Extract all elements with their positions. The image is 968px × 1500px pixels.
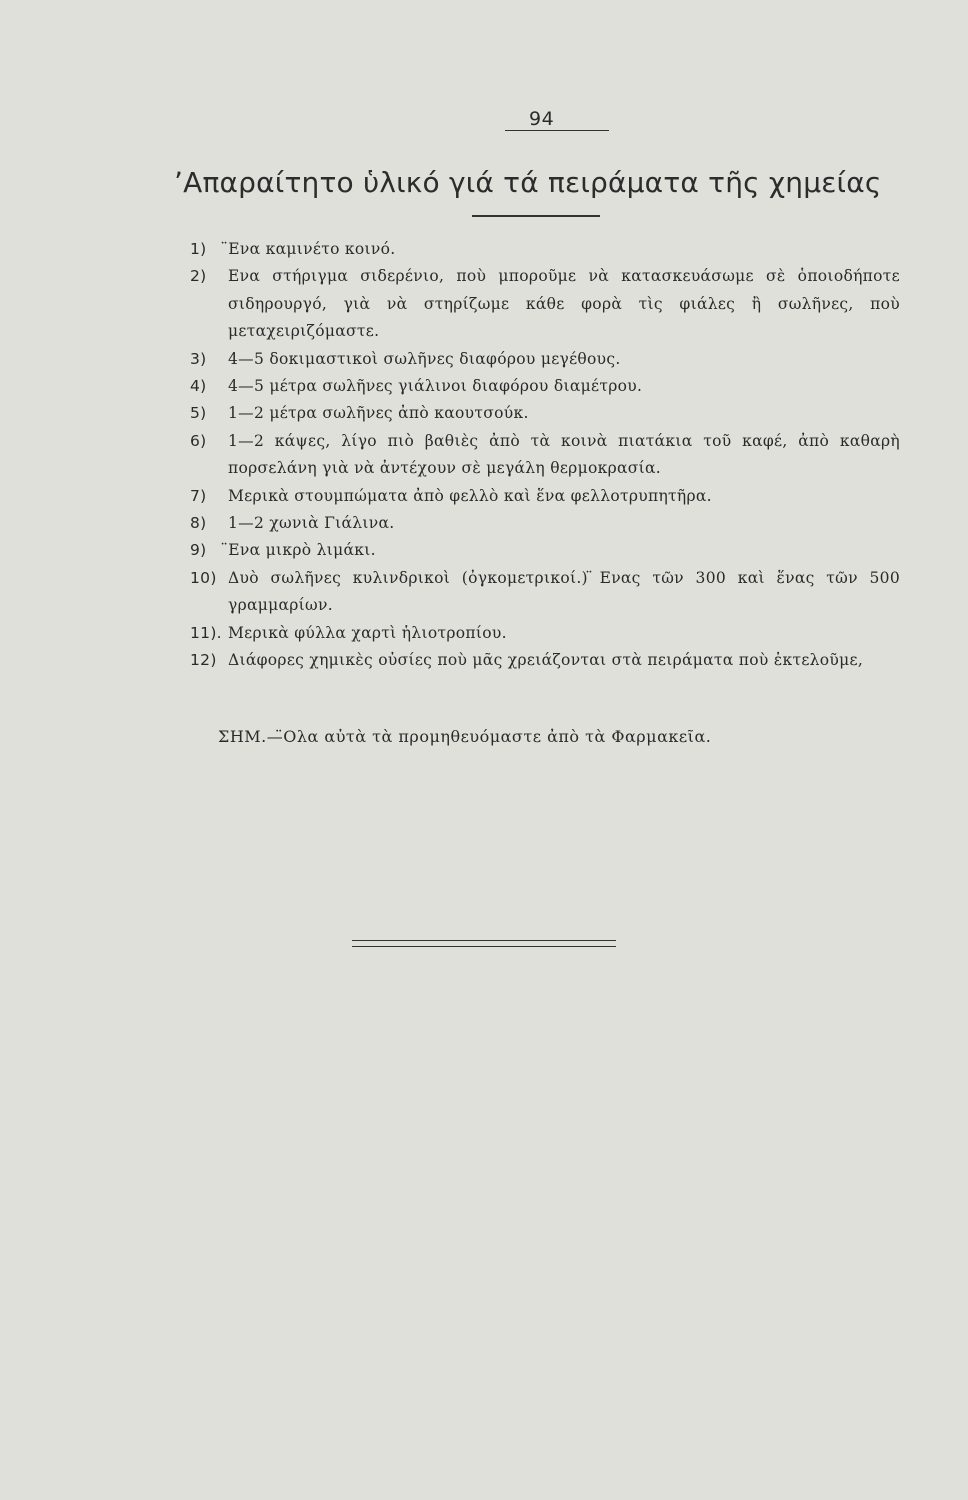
item-number: 12) — [190, 651, 217, 670]
item-text: 4—5 δοκιμαστικοὶ σωλῆνες διαφόρου μεγέθους. — [228, 349, 621, 368]
item-number: 10) — [190, 568, 217, 587]
list-item — [190, 263, 900, 345]
list-item — [190, 236, 900, 263]
item-text: Μερικὰ φύλλα χαρτὶ ἡλιοτροπίου. — [228, 623, 507, 642]
bottom-divider — [352, 940, 616, 941]
page-number: 94 — [505, 108, 609, 131]
item-number: 2) — [190, 267, 207, 286]
list-item — [190, 400, 900, 427]
item-number: 9) — [190, 541, 207, 560]
list-item — [190, 428, 900, 483]
list-item — [190, 647, 900, 674]
item-text: 1—2 μέτρα σωλῆνες ἀπὸ καουτσούκ. — [228, 404, 529, 423]
item-number: 4) — [190, 377, 207, 396]
item-number: 11). — [190, 623, 222, 642]
item-text: Δυὸ σωλῆνες κυλινδρικοὶ (ὀγκομετρικοί.) ̈Ενας τῶν 300 καὶ ἕνας τῶν 500 γραμμαρίων. — [228, 568, 900, 615]
item-number: 8) — [190, 514, 207, 533]
footnote: ΣΗΜ.—̈Ολα αὐτὰ τὰ προμηθευόμαστε ἀπὸ τὰ Φαρμακεῖα. — [218, 727, 712, 746]
item-text: ̈Ενα καμινέτο κοινό. — [228, 240, 396, 258]
item-number: 1) — [190, 240, 207, 258]
list-item — [190, 620, 900, 647]
list-item — [190, 346, 900, 373]
materials-list — [190, 236, 900, 675]
page-title: ʼΑπαραίτητο ὑλικό γιά τά πειράματα τῆς χημείας — [174, 166, 882, 199]
item-text: 4—5 μέτρα σωλῆνες γιάλινοι διαφόρου διαμέτρου. — [228, 377, 643, 396]
item-number: 6) — [190, 431, 207, 450]
item-number: 7) — [190, 486, 207, 505]
title-underline — [472, 215, 600, 217]
list-item — [190, 537, 900, 564]
item-text: Διάφορες χημικὲς οὐσίες ποὺ μᾶς χρειάζονται στὰ πειράματα ποὺ ἐκτελοῦμε, — [228, 651, 864, 670]
item-number: 3) — [190, 349, 207, 368]
item-text: ̈Ενα μικρὸ λιμάκι. — [228, 541, 376, 560]
item-number: 5) — [190, 404, 207, 423]
list-item — [190, 373, 900, 400]
item-text: 1—2 κάψες, λίγο πιὸ βαθιὲς ἀπὸ τὰ κοινὰ πιατάκια τοῦ καφέ, ἀπὸ καθαρὴ πορσελάνη γιὰ νὰ ἀντέχουν σὲ μεγάλη θερμοκρασία. — [228, 431, 900, 478]
item-text: Ενα στήριγμα σιδερένιο, ποὺ μποροῦμε νὰ κατασκευάσωμε σὲ ὁποιοδήποτε σιδηρουργό, γιὰ νὰ στηρίζωμε κάθε φορὰ τὶς φιάλες ἢ σωλῆνες, ποὺ μεταχειριζόμαστε. — [228, 267, 900, 341]
item-text: Μερικὰ στουμπώματα ἀπὸ φελλὸ καὶ ἕνα φελλοτρυπητῆρα. — [228, 486, 712, 505]
item-text: 1—2 χωνιὰ Γιάλινα. — [228, 514, 395, 533]
list-item — [190, 483, 900, 510]
list-item — [190, 510, 900, 537]
bottom-divider — [352, 946, 616, 947]
list-item — [190, 565, 900, 620]
